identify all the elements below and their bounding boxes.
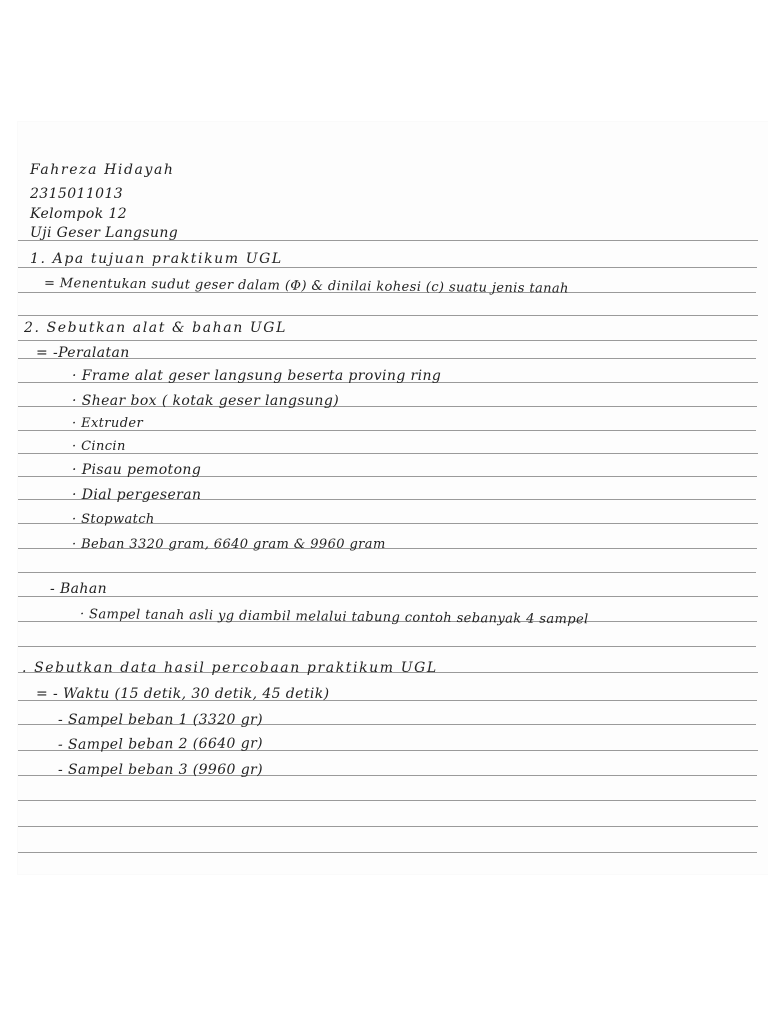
ruled-line [18, 315, 758, 316]
ruled-line [18, 852, 757, 853]
answer-1: = Menentukan sudut geser dalam (Φ) & dinilai kohesi (c) suatu jenis tanah [43, 276, 569, 297]
ruled-line [18, 572, 756, 573]
subject-title: Uji Geser Langsung [30, 225, 179, 241]
material-item: · Sampel tanah asli yg diambil melalui tabung contoh sebanyak 4 sampel [79, 607, 589, 628]
ruled-line [18, 800, 756, 801]
ruled-line [18, 646, 756, 647]
tool-item: · Stopwatch [72, 512, 155, 527]
ruled-line [18, 340, 757, 341]
materials-heading: - Bahan [50, 581, 107, 597]
question-1: 1. Apa tujuan praktikum UGL [30, 251, 283, 267]
student-id: 2315011013 [30, 186, 124, 202]
data-item: - Sampel beban 1 (3320 gr) [58, 712, 264, 728]
question-3: . Sebutkan data hasil percobaan praktikum UGL [22, 660, 438, 676]
tools-heading: = -Peralatan [36, 345, 130, 361]
data-item: = - Waktu (15 detik, 30 detik, 45 detik) [36, 686, 330, 702]
tool-item: · Cincin [72, 439, 126, 454]
student-name: Fahreza Hidayah [30, 162, 175, 178]
question-2: 2. Sebutkan alat & bahan UGL [24, 320, 287, 336]
data-item: - Sampel beban 2 (6640 gr) [57, 735, 264, 753]
group-label: Kelompok 12 [30, 206, 128, 222]
tool-item: · Pisau pemotong [72, 462, 202, 478]
tool-item: · Dial pergeseran [72, 487, 202, 503]
ruled-line [18, 826, 758, 827]
tool-item: · Shear box ( kotak geser langsung) [72, 393, 340, 409]
ruled-line [18, 453, 758, 454]
ruled-line [18, 596, 758, 597]
data-item: - Sampel beban 3 (9960 gr) [58, 762, 264, 778]
tool-item: · Extruder [72, 416, 144, 431]
tool-item: · Frame alat geser langsung beserta proving ring [72, 368, 442, 384]
ruled-line [18, 267, 757, 268]
tool-item: · Beban 3320 gram, 6640 gram & 9960 gram [72, 537, 386, 552]
